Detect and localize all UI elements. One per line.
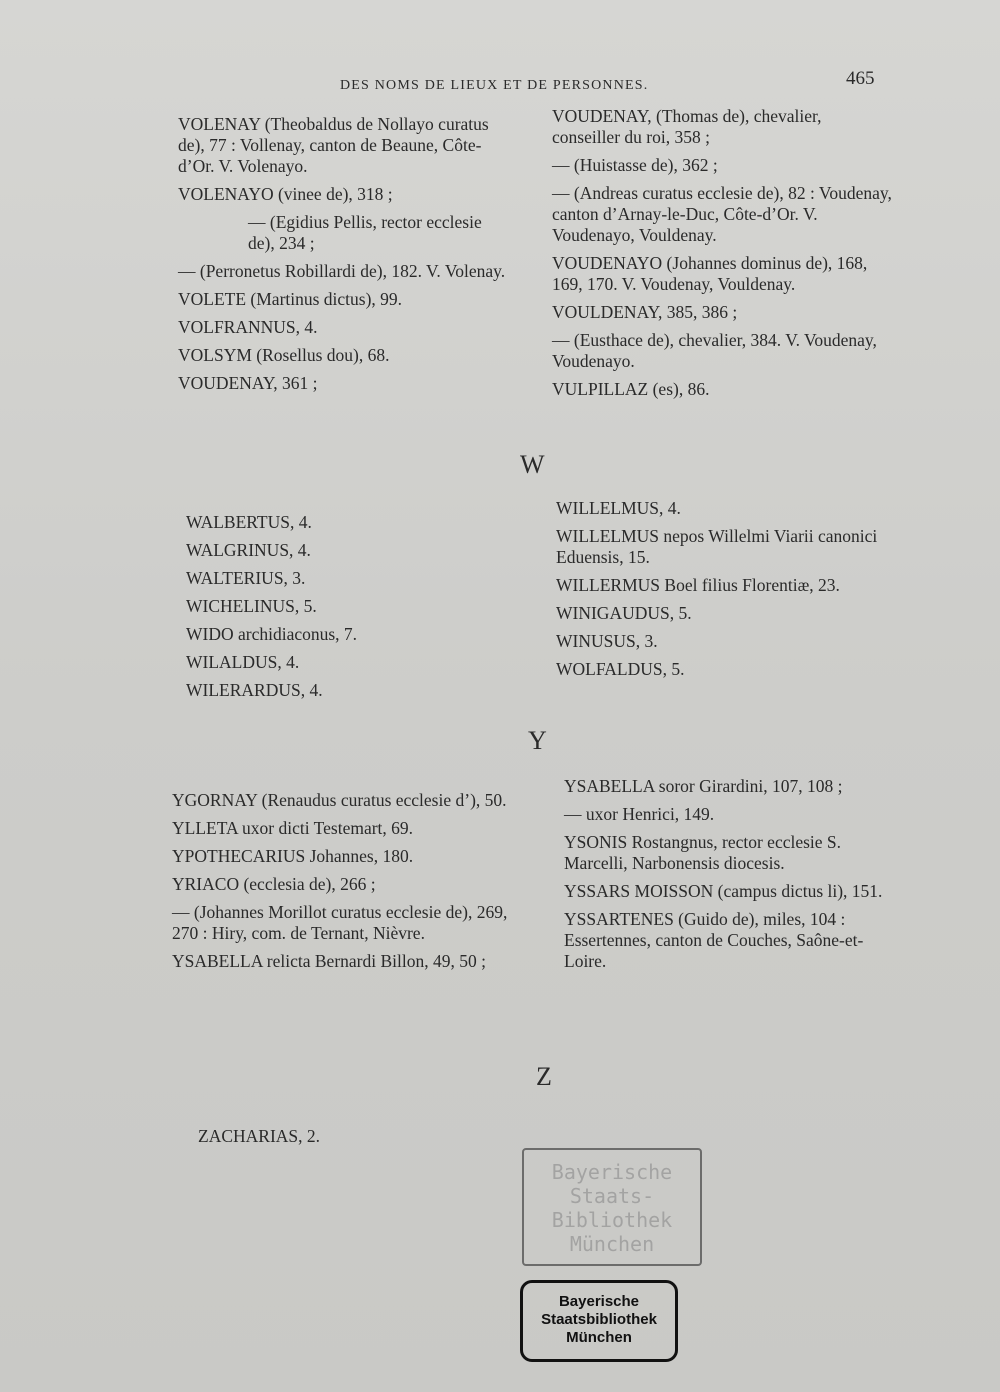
section-letter-y: Y bbox=[528, 726, 547, 755]
index-entry: WALBERTUS, 4. bbox=[186, 512, 312, 532]
index-entry: WINIGAUDUS, 5. bbox=[556, 603, 692, 623]
stamp-line: Staats- bbox=[569, 1184, 655, 1208]
v-left-column bbox=[178, 114, 508, 401]
index-entry: — uxor Henrici, 149. bbox=[564, 804, 715, 824]
index-entry: YGORNAY (Renaudus curatus ecclesie d’), 50. bbox=[172, 790, 507, 810]
section-letter-w: W bbox=[520, 450, 545, 479]
index-entry: YRIACO (ecclesia de), 266 ; bbox=[172, 874, 376, 894]
index-entry: VOLSYM (Rosellus dou), 68. bbox=[178, 345, 390, 365]
stamp-line: Staatsbibliothek bbox=[541, 1311, 657, 1328]
index-entry: VULPILLAZ (es), 86. bbox=[552, 379, 710, 399]
index-entry: WINUSUS, 3. bbox=[556, 631, 658, 651]
index-entry: YPOTHECARIUS Johannes, 180. bbox=[172, 846, 414, 866]
index-entry: — (Johannes Morillot curatus ecclesie de), 269, 270 : Hiry, com. de Ternant, Nièvre. bbox=[172, 902, 508, 943]
stamp-line: Bibliothek bbox=[551, 1208, 673, 1232]
index-entry: VOLENAY (Theobaldus de Nollayo curatus de), 77 : Vollenay, canton de Beaune, Côte-d’Or. V. Volenayo. bbox=[178, 114, 489, 176]
index-entry: ZACHARIAS, 2. bbox=[198, 1126, 321, 1146]
library-stamp bbox=[520, 1280, 678, 1362]
index-entry: VOUDENAYO (Johannes dominus de), 168, 169, 170. V. Voudenay, Vouldenay. bbox=[552, 253, 868, 294]
index-entry: WILERARDUS, 4. bbox=[186, 680, 323, 700]
y-left-column bbox=[172, 790, 517, 979]
section-letter-z: Z bbox=[536, 1062, 552, 1091]
index-entry: WILLERMUS Boel filius Florentiæ, 23. bbox=[556, 575, 840, 595]
index-entry: VOLENAYO (vinee de), 318 ; bbox=[178, 184, 393, 204]
y-right-column bbox=[564, 776, 904, 979]
z-left-column bbox=[198, 1126, 498, 1154]
index-entry: WALGRINUS, 4. bbox=[186, 540, 311, 560]
index-entry: WILLELMUS nepos Willelmi Viarii canonici Eduensis, 15. bbox=[556, 526, 878, 567]
running-head: DES NOMS DE LIEUX ET DE PERSONNES. bbox=[340, 78, 649, 93]
index-entry: — (Perronetus Robillardi de), 182. V. Volenay. bbox=[178, 261, 506, 281]
index-entry: YSSARS MOISSON (campus dictus li), 151. bbox=[564, 881, 883, 901]
stamp-line: Bayerische bbox=[551, 1160, 673, 1184]
v-right-column bbox=[552, 106, 892, 407]
index-entry: VOLETE (Martinus dictus), 99. bbox=[178, 289, 403, 309]
index-entry: YSONIS Rostangnus, rector ecclesie S. Marcelli, Narbonensis diocesis. bbox=[564, 832, 842, 873]
index-entry: WALTERIUS, 3. bbox=[186, 568, 306, 588]
index-entry: VOULDENAY, 385, 386 ; bbox=[552, 302, 738, 322]
index-entry: — (Andreas curatus ecclesie de), 82 : Voudenay, canton d’Arnay-le-Duc, Côte-d’Or. V. Voudenayo, Vouldenay. bbox=[552, 183, 892, 245]
index-entry: VOUDENAY, 361 ; bbox=[178, 373, 318, 393]
stamp-line: Bayerische bbox=[558, 1293, 640, 1310]
index-entry: WILLELMUS, 4. bbox=[556, 498, 681, 518]
w-left-column bbox=[186, 512, 506, 708]
index-entry: YSABELLA relicta Bernardi Billon, 49, 50 ; bbox=[172, 951, 486, 971]
index-entry: VOUDENAY, (Thomas de), chevalier, conseiller du roi, 358 ; bbox=[552, 106, 822, 147]
index-entry: — (Egidius Pellis, rector ecclesie de), 234 ; bbox=[248, 212, 482, 253]
index-entry: — (Eusthace de), chevalier, 384. V. Voudenay, Voudenayo. bbox=[552, 330, 877, 371]
stamp-line: München bbox=[569, 1232, 655, 1256]
index-entry: YSSARTENES (Guido de), miles, 104 : Essertennes, canton de Couches, Saône-et-Loire. bbox=[564, 909, 864, 971]
index-entry: WILALDUS, 4. bbox=[186, 652, 300, 672]
index-entry: WIDO archidiaconus, 7. bbox=[186, 624, 358, 644]
index-entry: WICHELINUS, 5. bbox=[186, 596, 317, 616]
index-entry: — (Huistasse de), 362 ; bbox=[552, 155, 718, 175]
library-stamp-faded bbox=[522, 1148, 702, 1266]
index-entry: YSABELLA soror Girardini, 107, 108 ; bbox=[564, 776, 843, 796]
w-right-column bbox=[556, 498, 896, 687]
stamp-line: München bbox=[566, 1329, 632, 1346]
index-entry: WOLFALDUS, 5. bbox=[556, 659, 685, 679]
index-entry: VOLFRANNUS, 4. bbox=[178, 317, 318, 337]
index-entry: YLLETA uxor dicti Testemart, 69. bbox=[172, 818, 414, 838]
page-number: 465 bbox=[846, 68, 875, 89]
